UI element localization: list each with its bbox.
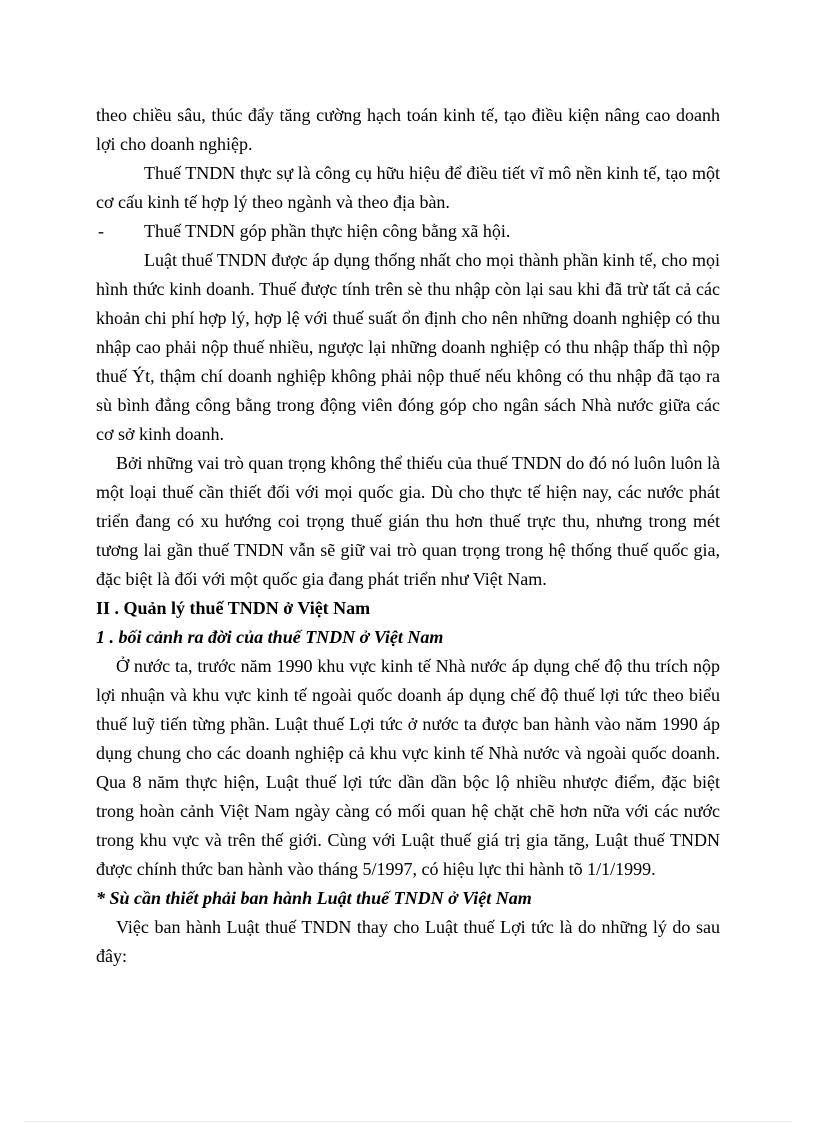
paragraph-1: theo chiều sâu, thúc đẩy tăng cường hạch toán kinh tế, tạo điều kiện nâng cao doanh lợi cho doanh nghiệp. [96,105,720,154]
page-bottom-divider [24,1121,792,1122]
section-heading: II . Quản lý thuế TNDN ở Việt Nam [96,598,371,618]
bullet-dash: - [98,221,104,241]
bullet-item [96,217,720,246]
paragraph-5: Ở nước ta, trước năm 1990 khu vực kinh tế Nhà nước áp dụng chế độ thu trích nộp lợi nhuận và khu vực kinh tế ngoài quốc doanh áp dụng chế độ thuế lợi tức theo biểu thuế luỹ tiến từng phần. Luật thuế Lợi tức ở nước ta được ban hành vào năm 1990 áp dụng chung cho các doanh nghiệp cả khu vực kinh tế Nhà nước và ngoài quốc doanh. Qua 8 năm thực hiện, Luật thuế lợi tức dần dần bộc lộ nhiều nhược điểm, đặc biệt trong hoàn cảnh Việt Nam ngày càng có mối quan hệ chặt chẽ hơn nữa với các nước trong khu vực và trên thế giới. Cùng với Luật thuế giá trị gia tăng, Luật thuế TNDN được chính thức ban hành vào tháng 5/1997, có hiệu lực thi hành tõ 1/1/1999. [96,656,720,879]
bullet-text: Thuế TNDN góp phần thực hiện công bằng xã hội. [144,221,511,241]
paragraph-2: Thuế TNDN thực sự là công cụ hữu hiệu để điều tiết vĩ mô nền kinh tế, tạo một cơ cấu kinh tế hợp lý theo ngành và theo địa bàn. [96,163,720,212]
document-body [96,101,720,971]
subsection-heading-2: * Sù cần thiết phải ban hành Luật thuế TNDN ở Việt Nam [96,888,532,908]
subsection-heading-1: 1 . bối cảnh ra đời của thuế TNDN ở Việt Nam [96,627,444,647]
paragraph-4: Bởi những vai trò quan trọng không thể thiếu của thuế TNDN do đó nó luôn luôn là một loại thuế cần thiết đối với mọi quốc gia. Dù cho thực tế hiện nay, các nước phát triển đang có xu hướng coi trọng thuế gián thu hơn thuế trực thu, nhưng trong mét tương lai gần thuế TNDN vẫn sẽ giữ vai trò quan trọng trong hệ thống thuế quốc gia, đặc biệt là đối với một quốc gia đang phát triển như Việt Nam. [96,453,720,589]
paragraph-3: Luật thuế TNDN được áp dụng thống nhất cho mọi thành phần kinh tế, cho mọi hình thức kinh doanh. Thuế được tính trên sè thu nhập còn lại sau khi đã trừ tất cả các khoản chi phí hợp lý, hợp lệ với thuế suất ổn định cho nên những doanh nghiệp có thu nhập cao phải nộp thuế nhiều, ngược lại những doanh nghiệp có thu nhập thấp thì nộp thuế Ýt, thậm chí doanh nghiệp không phải nộp thuế nếu không có thu nhập đã tạo ra sù bình đẳng công bằng trong động viên đóng góp cho ngân sách Nhà nước giữa các cơ sở kinh doanh. [96,250,720,444]
paragraph-6: Việc ban hành Luật thuế TNDN thay cho Luật thuế Lợi tức là do những lý do sau đây: [96,917,720,966]
